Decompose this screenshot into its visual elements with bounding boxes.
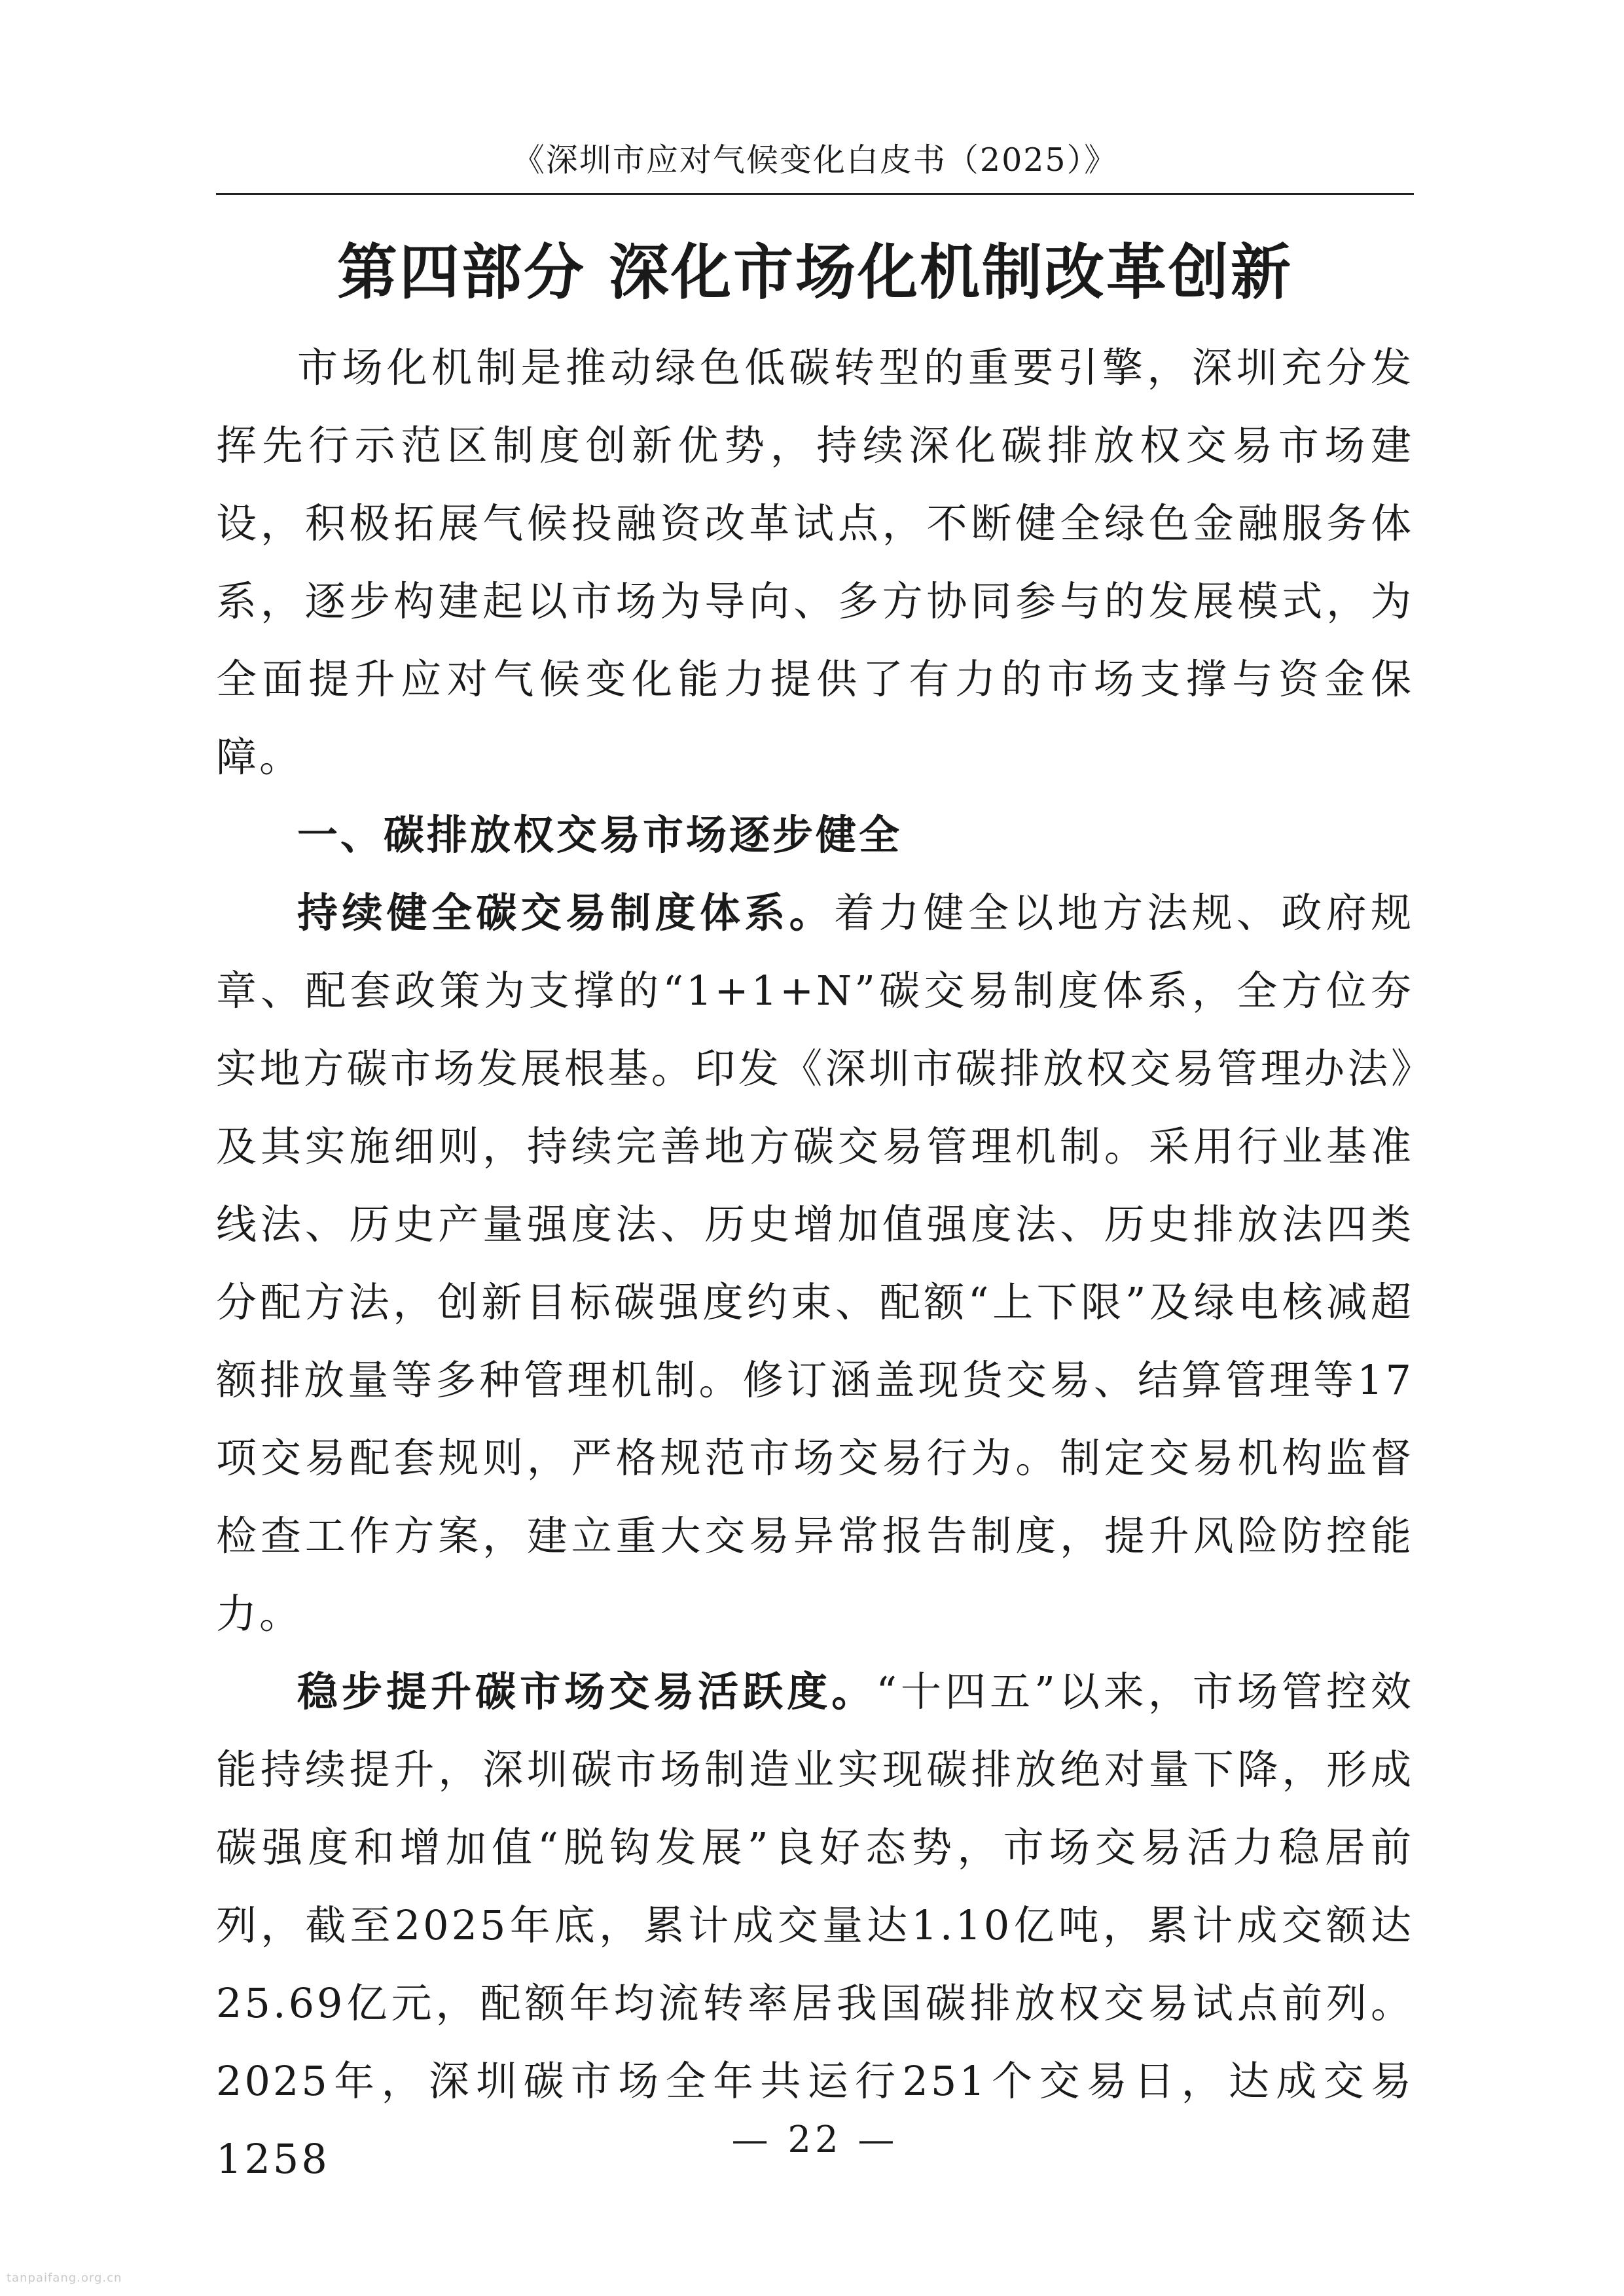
paragraph-lead: 稳步提升碳市场交易活跃度。 (297, 1668, 876, 1715)
header-divider (216, 193, 1414, 195)
part-title: 第四部分 深化市场化机制改革创新 (336, 238, 1293, 308)
intro-paragraph: 市场化机制是推动绿色低碳转型的重要引擎，深圳充分发挥先行示范区制度创新优势，持续深化碳排放权交易市场建设，积极拓展气候投融资改革试点，不断健全绿色金融服务体系，逐步构建起以市场为导向、多方协同参与的发展模式，为全面提升应对气候变化能力提供了有力的市场支撑与资金保障。 (216, 344, 1414, 781)
watermark: tanpaifang.org.cn (7, 2271, 122, 2285)
page-number: — 22 — (731, 2119, 899, 2161)
body-text (216, 329, 1414, 2198)
section-heading: 一、碳排放权交易市场逐步健全 (297, 811, 903, 859)
running-header: 《深圳市应对气候变化白皮书（2025）》 (512, 141, 1118, 179)
paragraph-carbon-trading-system (216, 874, 1414, 1653)
paragraph-lead: 持续健全碳交易制度体系。 (297, 889, 834, 937)
paragraph-text: “十四五”以来，市场管控效能持续提升，深圳碳市场制造业实现碳排放绝对量下降，形成碳强度和增加值“脱钩发展”良好态势，市场交易活力稳居前列，截至2025年底，累计成交量达1.10亿吨，累计成交额达25.69亿元，配额年均流转率居我国碳排放权交易试点前列。2025年，深圳碳市场全年共运行251个交易日，达成交易1258 (216, 1668, 1414, 2183)
paragraph-text: 着力健全以地方法规、政府规章、配套政策为支撑的“1+1+N”碳交易制度体系，全方位夯实地方碳市场发展根基。印发《深圳市碳排放权交易管理办法》及其实施细则，持续完善地方碳交易管理机制。采用行业基准线法、历史产量强度法、历史增加值强度法、历史排放法四类分配方法，创新目标碳强度约束、配额“上下限”及绿电核减超额排放量等多种管理机制。修订涵盖现货交易、结算管理等17项交易配套规则，严格规范市场交易行为。制定交易机构监督检查工作方案，建立重大交易异常报告制度，提升风险防控能力。 (216, 889, 1414, 1638)
